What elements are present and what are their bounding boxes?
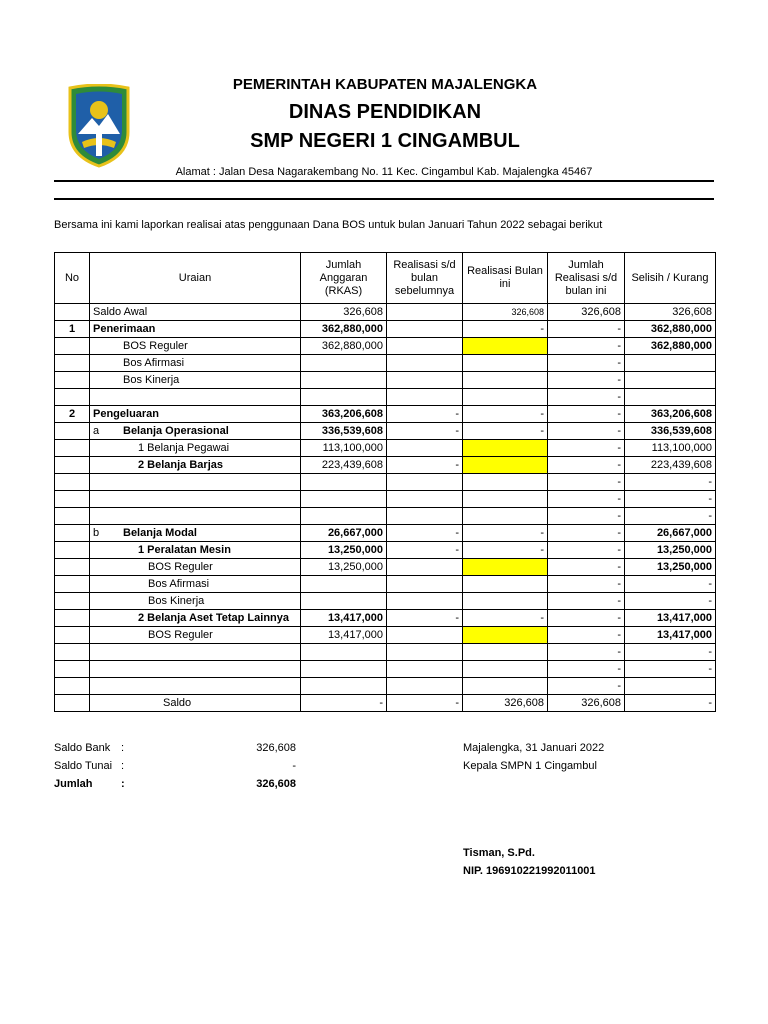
cell-selisih: -: [625, 576, 716, 593]
realization-table: [54, 252, 716, 712]
table-row: [55, 338, 716, 355]
cell-anggaran: -: [301, 695, 387, 712]
table-row: [55, 678, 716, 695]
saldo-bank-colon: :: [121, 742, 125, 754]
cell-uraian: [90, 695, 301, 712]
cell-no: [55, 661, 90, 678]
cell-selisih: [625, 355, 716, 372]
cell-anggaran: [301, 576, 387, 593]
cell-selisih: [625, 372, 716, 389]
cell-realisasi-bulan-ini: [463, 355, 548, 372]
cell-uraian: [90, 627, 301, 644]
cell-anggaran: 113,100,000: [301, 440, 387, 457]
jumlah-label: Jumlah: [54, 778, 93, 790]
cell-realisasi-bulan-ini: -: [463, 321, 548, 338]
cell-selisih: -: [625, 593, 716, 610]
cell-realisasi-sebelumnya: -: [387, 525, 463, 542]
cell-realisasi-bulan-ini: [463, 559, 548, 576]
cell-realisasi-sebelumnya: [387, 576, 463, 593]
cell-realisasi-bulan-ini: -: [463, 610, 548, 627]
cell-jumlah-realisasi: -: [548, 627, 625, 644]
cell-jumlah-realisasi: -: [548, 644, 625, 661]
cell-jumlah-realisasi: -: [548, 593, 625, 610]
cell-realisasi-sebelumnya: [387, 304, 463, 321]
cell-realisasi-sebelumnya: [387, 389, 463, 406]
table-row: [55, 355, 716, 372]
header-address: Alamat : Jalan Desa Nagarakembang No. 11 Kec. Cingambul Kab. Majalengka 45467: [175, 166, 593, 178]
cell-no: [55, 627, 90, 644]
cell-no: [55, 423, 90, 440]
cell-selisih: 26,667,000: [625, 525, 716, 542]
cell-selisih: -: [625, 508, 716, 525]
cell-uraian: [90, 508, 301, 525]
header-government: PEMERINTAH KABUPATEN MAJALENGKA: [232, 76, 538, 93]
label-text: Bos Afirmasi: [123, 357, 185, 369]
cell-jumlah-realisasi: -: [548, 457, 625, 474]
cell-realisasi-sebelumnya: [387, 474, 463, 491]
col-header-no: No: [55, 253, 90, 304]
cell-jumlah-realisasi: -: [548, 559, 625, 576]
label-text: Belanja Operasional: [123, 425, 229, 437]
table-row: [55, 644, 716, 661]
saldo-bank-value: 326,608: [256, 742, 296, 754]
table-row: [55, 610, 716, 627]
cell-selisih: 113,100,000: [625, 440, 716, 457]
cell-jumlah-realisasi: -: [548, 406, 625, 423]
cell-realisasi-sebelumnya: [387, 440, 463, 457]
cell-anggaran: 362,880,000: [301, 338, 387, 355]
cell-no: [55, 304, 90, 321]
cell-realisasi-bulan-ini: 326,608: [463, 695, 548, 712]
cell-uraian: [90, 559, 301, 576]
header-divider-top: [54, 180, 714, 182]
table-row: [55, 457, 716, 474]
cell-uraian: [90, 525, 301, 542]
cell-selisih: [625, 389, 716, 406]
cell-jumlah-realisasi: 326,608: [548, 304, 625, 321]
cell-anggaran: [301, 593, 387, 610]
cell-jumlah-realisasi: -: [548, 389, 625, 406]
cell-realisasi-bulan-ini: [463, 389, 548, 406]
label-text: 2 Belanja Aset Tetap Lainnya: [138, 612, 289, 624]
cell-realisasi-sebelumnya: [387, 338, 463, 355]
label-text: Bos Afirmasi: [148, 578, 210, 590]
label-text: BOS Reguler: [148, 629, 213, 641]
table-row: [55, 389, 716, 406]
cell-uraian: [90, 321, 301, 338]
sub-letter: b: [93, 527, 100, 539]
cell-no: [55, 525, 90, 542]
label-text: Saldo Awal: [93, 306, 148, 318]
cell-no: [55, 440, 90, 457]
cell-uraian: [90, 355, 301, 372]
cell-realisasi-sebelumnya: -: [387, 610, 463, 627]
cell-no: [55, 542, 90, 559]
cell-uraian: [90, 406, 301, 423]
cell-selisih: 13,417,000: [625, 610, 716, 627]
cell-no: [55, 491, 90, 508]
cell-anggaran: [301, 372, 387, 389]
cell-realisasi-sebelumnya: [387, 593, 463, 610]
label-text: Bos Kinerja: [148, 595, 205, 607]
cell-realisasi-bulan-ini: -: [463, 525, 548, 542]
cell-uraian: [90, 678, 301, 695]
cell-no: [55, 474, 90, 491]
cell-realisasi-bulan-ini: [463, 474, 548, 491]
cell-selisih: 13,417,000: [625, 627, 716, 644]
cell-anggaran: 13,250,000: [301, 559, 387, 576]
cell-realisasi-sebelumnya: -: [387, 406, 463, 423]
cell-realisasi-sebelumnya: [387, 355, 463, 372]
cell-jumlah-realisasi: -: [548, 542, 625, 559]
table-row: [55, 304, 716, 321]
cell-realisasi-sebelumnya: [387, 559, 463, 576]
label-text: BOS Reguler: [148, 561, 213, 573]
cell-realisasi-sebelumnya: [387, 627, 463, 644]
table-row: [55, 491, 716, 508]
cell-realisasi-sebelumnya: -: [387, 542, 463, 559]
col-header-realisasi-sebelumnya: Realisasi s/d bulan sebelumnya: [387, 253, 463, 304]
cell-anggaran: 326,608: [301, 304, 387, 321]
cell-uraian: [90, 661, 301, 678]
cell-realisasi-bulan-ini: [463, 338, 548, 355]
majalengka-emblem-logo: [66, 84, 132, 168]
cell-uraian: [90, 576, 301, 593]
cell-realisasi-bulan-ini: [463, 440, 548, 457]
col-header-jumlah-realisasi: Jumlah Realisasi s/d bulan ini: [548, 253, 625, 304]
cell-selisih: -: [625, 644, 716, 661]
cell-no: 2: [55, 406, 90, 423]
table-row: [55, 576, 716, 593]
cell-no: [55, 695, 90, 712]
cell-anggaran: 13,417,000: [301, 610, 387, 627]
cell-anggaran: 362,880,000: [301, 321, 387, 338]
saldo-tunai-colon: :: [121, 760, 125, 772]
table-row: [55, 627, 716, 644]
header-department: DINAS PENDIDIKAN: [288, 101, 482, 123]
cell-realisasi-sebelumnya: [387, 644, 463, 661]
cell-selisih: -: [625, 491, 716, 508]
cell-realisasi-sebelumnya: [387, 372, 463, 389]
cell-realisasi-bulan-ini: -: [463, 406, 548, 423]
cell-anggaran: [301, 355, 387, 372]
table-row: [55, 372, 716, 389]
cell-selisih: 13,250,000: [625, 559, 716, 576]
label-text: Bos Kinerja: [123, 374, 180, 386]
cell-realisasi-bulan-ini: [463, 491, 548, 508]
cell-no: [55, 559, 90, 576]
cell-realisasi-sebelumnya: -: [387, 695, 463, 712]
table-row: [55, 593, 716, 610]
label-text: Belanja Modal: [123, 527, 197, 539]
saldo-tunai-value: -: [292, 760, 296, 772]
cell-jumlah-realisasi: -: [548, 423, 625, 440]
cell-selisih: 13,250,000: [625, 542, 716, 559]
cell-realisasi-sebelumnya: [387, 661, 463, 678]
saldo-tunai-label: Saldo Tunai: [54, 760, 113, 772]
cell-realisasi-bulan-ini: [463, 627, 548, 644]
cell-no: 1: [55, 321, 90, 338]
cell-realisasi-bulan-ini: [463, 372, 548, 389]
cell-uraian: [90, 423, 301, 440]
label-text: 2 Belanja Barjas: [138, 459, 223, 471]
cell-realisasi-bulan-ini: [463, 644, 548, 661]
cell-jumlah-realisasi: 326,608: [548, 695, 625, 712]
cell-uraian: [90, 457, 301, 474]
header-divider-bottom: [54, 198, 714, 200]
signer-nip: NIP. 196910221992011001: [463, 865, 596, 877]
cell-anggaran: 363,206,608: [301, 406, 387, 423]
cell-uraian: [90, 542, 301, 559]
place-date: Majalengka, 31 Januari 2022: [463, 742, 605, 754]
cell-selisih: 223,439,608: [625, 457, 716, 474]
label-text: Saldo: [163, 697, 192, 709]
cell-realisasi-sebelumnya: [387, 678, 463, 695]
cell-no: [55, 508, 90, 525]
cell-jumlah-realisasi: -: [548, 678, 625, 695]
label-text: BOS Reguler: [123, 340, 188, 352]
table-row: [55, 474, 716, 491]
cell-uraian: [90, 389, 301, 406]
cell-jumlah-realisasi: -: [548, 576, 625, 593]
cell-realisasi-sebelumnya: -: [387, 423, 463, 440]
table-row: [55, 508, 716, 525]
cell-realisasi-sebelumnya: [387, 508, 463, 525]
cell-selisih: 336,539,608: [625, 423, 716, 440]
cell-no: [55, 610, 90, 627]
cell-realisasi-sebelumnya: -: [387, 457, 463, 474]
table-row: [55, 542, 716, 559]
cell-anggaran: [301, 474, 387, 491]
cell-realisasi-bulan-ini: -: [463, 542, 548, 559]
jumlah-colon: :: [121, 778, 125, 790]
cell-no: [55, 389, 90, 406]
cell-anggaran: 26,667,000: [301, 525, 387, 542]
cell-uraian: [90, 474, 301, 491]
cell-jumlah-realisasi: -: [548, 661, 625, 678]
cell-realisasi-bulan-ini: -: [463, 423, 548, 440]
table-row: [55, 559, 716, 576]
cell-uraian: [90, 491, 301, 508]
col-header-selisih: Selisih / Kurang: [625, 253, 716, 304]
cell-anggaran: 336,539,608: [301, 423, 387, 440]
cell-uraian: [90, 610, 301, 627]
cell-jumlah-realisasi: -: [548, 610, 625, 627]
cell-anggaran: [301, 678, 387, 695]
cell-jumlah-realisasi: -: [548, 474, 625, 491]
cell-anggaran: 13,250,000: [301, 542, 387, 559]
cell-uraian: [90, 338, 301, 355]
cell-realisasi-bulan-ini: [463, 508, 548, 525]
cell-anggaran: [301, 661, 387, 678]
cell-jumlah-realisasi: -: [548, 525, 625, 542]
cell-uraian: [90, 440, 301, 457]
cell-jumlah-realisasi: -: [548, 440, 625, 457]
cell-uraian: [90, 372, 301, 389]
signer-position: Kepala SMPN 1 Cingambul: [463, 760, 597, 772]
cell-selisih: [625, 678, 716, 695]
cell-selisih: 362,880,000: [625, 321, 716, 338]
table-header-row: [55, 253, 716, 304]
table-row: [55, 695, 716, 712]
cell-uraian: [90, 644, 301, 661]
table-row: [55, 321, 716, 338]
cell-jumlah-realisasi: -: [548, 372, 625, 389]
cell-jumlah-realisasi: -: [548, 508, 625, 525]
intro-text: Bersama ini kami laporkan realisai atas penggunaan Dana BOS untuk bulan Januari Tahun 2022 sebagai berikut: [54, 219, 603, 231]
table-row: [55, 525, 716, 542]
cell-no: [55, 338, 90, 355]
cell-jumlah-realisasi: -: [548, 321, 625, 338]
cell-realisasi-bulan-ini: 326,608: [463, 304, 548, 321]
cell-jumlah-realisasi: -: [548, 355, 625, 372]
table-row: [55, 440, 716, 457]
cell-no: [55, 372, 90, 389]
cell-selisih: 362,880,000: [625, 338, 716, 355]
cell-anggaran: 13,417,000: [301, 627, 387, 644]
cell-selisih: 363,206,608: [625, 406, 716, 423]
label-text: Pengeluaran: [93, 408, 160, 420]
cell-realisasi-bulan-ini: [463, 593, 548, 610]
cell-selisih: -: [625, 474, 716, 491]
table-row: [55, 423, 716, 440]
cell-realisasi-sebelumnya: [387, 321, 463, 338]
cell-uraian: [90, 593, 301, 610]
cell-no: [55, 644, 90, 661]
cell-realisasi-bulan-ini: [463, 678, 548, 695]
cell-anggaran: [301, 389, 387, 406]
cell-no: [55, 576, 90, 593]
header-school: SMP NEGERI 1 CINGAMBUL: [250, 130, 520, 152]
table-row: [55, 406, 716, 423]
cell-anggaran: [301, 491, 387, 508]
cell-realisasi-sebelumnya: [387, 491, 463, 508]
cell-anggaran: [301, 644, 387, 661]
col-header-anggaran: Jumlah Anggaran (RKAS): [301, 253, 387, 304]
cell-no: [55, 678, 90, 695]
sub-letter: a: [93, 425, 100, 437]
label-text: Penerimaan: [93, 323, 156, 335]
cell-anggaran: [301, 508, 387, 525]
cell-jumlah-realisasi: -: [548, 491, 625, 508]
cell-no: [55, 355, 90, 372]
cell-anggaran: 223,439,608: [301, 457, 387, 474]
cell-selisih: 326,608: [625, 304, 716, 321]
jumlah-value: 326,608: [256, 778, 296, 790]
cell-realisasi-bulan-ini: [463, 576, 548, 593]
saldo-bank-label: Saldo Bank: [54, 742, 111, 754]
cell-realisasi-bulan-ini: [463, 457, 548, 474]
cell-jumlah-realisasi: -: [548, 338, 625, 355]
cell-selisih: -: [625, 695, 716, 712]
label-text: 1 Belanja Pegawai: [138, 442, 230, 454]
signer-name: Tisman, S.Pd.: [463, 847, 535, 859]
cell-no: [55, 457, 90, 474]
cell-no: [55, 593, 90, 610]
table-row: [55, 661, 716, 678]
label-text: 1 Peralatan Mesin: [138, 544, 231, 556]
col-header-uraian: Uraian: [90, 253, 301, 304]
cell-selisih: -: [625, 661, 716, 678]
col-header-realisasi-bulan-ini: Realisasi Bulan ini: [463, 253, 548, 304]
cell-realisasi-bulan-ini: [463, 661, 548, 678]
cell-uraian: [90, 304, 301, 321]
